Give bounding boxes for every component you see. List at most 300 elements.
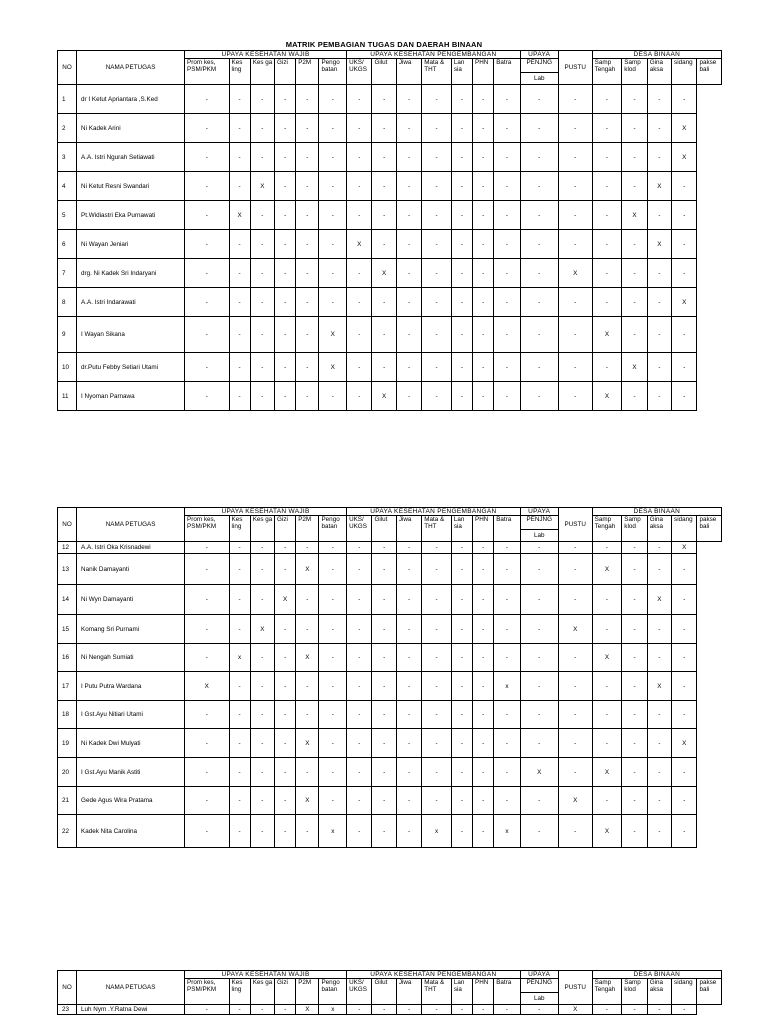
header-col: pakse bali (697, 59, 722, 85)
header-nama-petugas: NAMA PETUGAS (77, 508, 185, 542)
assignment-cell: - (396, 85, 421, 114)
assignment-cell: - (396, 317, 421, 353)
assignment-cell: X (558, 259, 592, 288)
header-col: Prom kes, PSM/PKM (185, 516, 229, 542)
assignment-cell: - (296, 172, 319, 201)
assignment-cell: - (558, 701, 592, 729)
assignment-cell: - (296, 585, 319, 615)
assignment-cell: X (558, 615, 592, 644)
assignment-cell: - (494, 701, 520, 729)
assignment-cell: - (185, 815, 229, 848)
header-col: Kes ling (229, 516, 250, 542)
header-no: NO (58, 971, 77, 1005)
staff-name: I Putu Putra Wardana (77, 672, 185, 701)
header-col: Batra (494, 516, 520, 542)
table-row (58, 787, 722, 815)
header-upaya-pengembangan: UPAYA KESEHATAN PENGEMBANGAN (347, 971, 521, 979)
assignment-cell: - (372, 1005, 396, 1015)
assignment-cell: X (296, 644, 319, 672)
assignment-cell: - (250, 644, 274, 672)
assignment-cell: - (558, 729, 592, 758)
assignment-cell: - (250, 554, 274, 585)
row-number: 16 (58, 644, 77, 672)
assignment-cell: - (275, 787, 296, 815)
page-title: MATRIK PEMBAGIAN TUGAS DAN DAERAH BINAAN (285, 40, 483, 49)
table-row (58, 644, 722, 672)
assignment-cell: - (672, 787, 697, 815)
assignment-cell: - (185, 787, 229, 815)
assignment-cell: - (647, 787, 671, 815)
assignment-cell: - (451, 201, 472, 230)
assignment-cell: X (592, 382, 622, 411)
assignment-cell: - (558, 758, 592, 787)
assignment-cell: - (229, 585, 250, 615)
table-row (58, 353, 722, 382)
row-number: 8 (58, 288, 77, 317)
assignment-cell: - (296, 230, 319, 259)
row-number: 7 (58, 259, 77, 288)
assignment-cell: - (396, 143, 421, 172)
assignment-cell: - (396, 585, 421, 615)
assignment-cell: - (647, 542, 671, 554)
assignment-cell: x (319, 815, 347, 848)
assignment-cell: - (622, 288, 647, 317)
assignment-cell: - (229, 542, 250, 554)
assignment-cell: - (520, 201, 558, 230)
assignment-cell: - (185, 259, 229, 288)
staff-name: Ni Ketut Resni Swandari (77, 172, 185, 201)
header-nama-petugas: NAMA PETUGAS (77, 971, 185, 1005)
assignment-cell: - (647, 729, 671, 758)
assignment-cell: - (396, 701, 421, 729)
assignment-cell: - (473, 672, 494, 701)
assignment-cell: - (347, 644, 372, 672)
header-col: Kes ga (250, 516, 274, 542)
assignment-table (57, 507, 722, 848)
row-number: 2 (58, 114, 77, 143)
assignment-cell: X (647, 172, 671, 201)
header-penjng: PENJNG (526, 516, 552, 523)
assignment-cell: X (296, 729, 319, 758)
row-number: 22 (58, 815, 77, 848)
assignment-cell: - (672, 172, 697, 201)
assignment-cell: - (422, 143, 452, 172)
header-pustu: PUSTU (558, 51, 592, 85)
assignment-cell: - (422, 172, 452, 201)
assignment-cell: - (672, 615, 697, 644)
assignment-cell: - (396, 353, 421, 382)
assignment-cell: - (592, 672, 622, 701)
assignment-cell: - (275, 259, 296, 288)
row-number: 4 (58, 172, 77, 201)
assignment-cell: - (229, 701, 250, 729)
assignment-cell: X (250, 172, 274, 201)
assignment-cell: - (396, 644, 421, 672)
table-row (58, 143, 722, 172)
row-number: 11 (58, 382, 77, 411)
assignment-cell: - (558, 542, 592, 554)
assignment-cell: - (319, 382, 347, 411)
assignment-cell: - (229, 143, 250, 172)
assignment-cell: - (520, 644, 558, 672)
assignment-cell: - (494, 317, 520, 353)
assignment-cell: - (229, 554, 250, 585)
assignment-cell: X (672, 114, 697, 143)
row-number: 3 (58, 143, 77, 172)
assignment-cell: - (422, 615, 452, 644)
header-col: Pengo batan (319, 979, 347, 1005)
assignment-cell: - (347, 85, 372, 114)
assignment-cell: - (347, 317, 372, 353)
assignment-cell: - (250, 787, 274, 815)
assignment-cell: - (558, 672, 592, 701)
assignment-cell: - (185, 758, 229, 787)
assignment-cell: - (250, 382, 274, 411)
header-pustu: PUSTU (558, 971, 592, 1005)
assignment-cell: - (520, 114, 558, 143)
assignment-cell: - (396, 542, 421, 554)
assignment-cell: - (229, 230, 250, 259)
assignment-cell: - (296, 758, 319, 787)
header-lab: Lab (520, 529, 558, 539)
assignment-cell: - (275, 1005, 296, 1015)
assignment-cell: X (250, 615, 274, 644)
assignment-cell: - (319, 114, 347, 143)
assignment-cell: - (558, 143, 592, 172)
assignment-cell: - (494, 729, 520, 758)
table-row (58, 758, 722, 787)
row-number: 15 (58, 615, 77, 644)
assignment-cell: - (372, 615, 396, 644)
assignment-cell: - (672, 353, 697, 382)
assignment-cell: - (672, 672, 697, 701)
assignment-cell: - (229, 815, 250, 848)
assignment-cell: - (451, 815, 472, 848)
assignment-cell: X (296, 554, 319, 585)
assignment-cell: - (473, 758, 494, 787)
assignment-cell: - (319, 787, 347, 815)
assignment-cell: X (592, 317, 622, 353)
header-col: Batra (494, 979, 520, 1005)
header-upaya-pengembangan: UPAYA KESEHATAN PENGEMBANGAN (347, 508, 521, 516)
header-col: Samp klod (622, 59, 647, 85)
assignment-cell: - (672, 585, 697, 615)
header-col: Lan sia (451, 59, 472, 85)
assignment-cell: - (622, 554, 647, 585)
assignment-cell: - (494, 382, 520, 411)
assignment-cell: - (422, 787, 452, 815)
assignment-cell: - (250, 585, 274, 615)
assignment-cell: - (229, 85, 250, 114)
header-lab: Lab (520, 72, 558, 82)
assignment-cell: - (347, 701, 372, 729)
assignment-cell: - (451, 729, 472, 758)
assignment-cell: X (558, 787, 592, 815)
assignment-cell: - (647, 382, 671, 411)
assignment-cell: - (296, 701, 319, 729)
assignment-cell: - (622, 1005, 647, 1015)
assignment-cell: - (592, 172, 622, 201)
staff-name: A.A. Istri Ngurah Setiawati (77, 143, 185, 172)
assignment-cell: - (185, 288, 229, 317)
assignment-cell: - (622, 85, 647, 114)
assignment-cell: - (647, 644, 671, 672)
header-upaya: UPAYA (520, 51, 558, 59)
header-col: Batra (494, 59, 520, 85)
assignment-cell: - (250, 259, 274, 288)
header-pustu: PUSTU (558, 508, 592, 542)
assignment-cell: - (592, 143, 622, 172)
assignment-cell: - (372, 554, 396, 585)
header-no: NO (58, 508, 77, 542)
assignment-cell: - (347, 758, 372, 787)
assignment-cell: - (520, 615, 558, 644)
assignment-cell: - (229, 615, 250, 644)
assignment-cell: - (622, 815, 647, 848)
staff-name: I Nyoman Parnawa (77, 382, 185, 411)
assignment-cell: - (185, 172, 229, 201)
assignment-cell: - (372, 787, 396, 815)
table-row (58, 172, 722, 201)
assignment-cell: - (347, 815, 372, 848)
staff-name: Pt.Widiastri Eka Purnawati (77, 201, 185, 230)
header-col: Prom kes, PSM/PKM (185, 59, 229, 85)
assignment-cell: - (520, 317, 558, 353)
assignment-cell: - (672, 85, 697, 114)
assignment-cell: - (396, 615, 421, 644)
header-col: Gizi (275, 59, 296, 85)
header-col: P2M (296, 516, 319, 542)
header-col: Samp Tengah (592, 59, 622, 85)
assignment-cell: - (185, 585, 229, 615)
assignment-cell: - (396, 672, 421, 701)
assignment-cell: - (520, 701, 558, 729)
row-number: 12 (58, 542, 77, 554)
assignment-cell: x (422, 815, 452, 848)
assignment-cell: X (185, 672, 229, 701)
assignment-cell: - (647, 288, 671, 317)
assignment-cell: X (647, 585, 671, 615)
assignment-cell: - (451, 230, 472, 259)
header-upaya-wajib: UPAYA KESEHATAN WAJIB (185, 51, 347, 59)
assignment-cell: - (647, 701, 671, 729)
assignment-cell: - (520, 585, 558, 615)
row-number: 17 (58, 672, 77, 701)
assignment-cell: - (558, 382, 592, 411)
assignment-cell: - (347, 172, 372, 201)
staff-name: Ni Kadek Dwi Mulyati (77, 729, 185, 758)
table-row (58, 585, 722, 615)
assignment-cell: X (372, 259, 396, 288)
assignment-cell: - (275, 353, 296, 382)
assignment-cell: - (422, 554, 452, 585)
assignment-cell: - (451, 1005, 472, 1015)
staff-name: Kadek Nita Carolina (77, 815, 185, 848)
assignment-cell: - (275, 672, 296, 701)
assignment-cell: - (672, 815, 697, 848)
assignment-cell: - (672, 259, 697, 288)
assignment-cell: - (422, 585, 452, 615)
assignment-cell: - (250, 815, 274, 848)
assignment-cell: - (494, 143, 520, 172)
assignment-cell: - (672, 1005, 697, 1015)
header-col: Mata & THT (422, 59, 452, 85)
assignment-cell: - (494, 644, 520, 672)
assignment-cell: X (592, 554, 622, 585)
header-col: Gina aksa (647, 979, 671, 1005)
staff-name: Ni Wayan Jeniari (77, 230, 185, 259)
assignment-cell: - (229, 382, 250, 411)
staff-name: A.A. Istri Oka Krisnadewi (77, 542, 185, 554)
assignment-cell: - (558, 288, 592, 317)
header-col: Gilut (372, 516, 396, 542)
assignment-cell: - (185, 201, 229, 230)
assignment-cell: - (422, 729, 452, 758)
assignment-cell: - (275, 615, 296, 644)
assignment-cell: - (396, 554, 421, 585)
assignment-cell: - (622, 672, 647, 701)
assignment-cell: X (592, 815, 622, 848)
assignment-cell: - (622, 259, 647, 288)
assignment-cell: - (319, 554, 347, 585)
assignment-cell: - (422, 114, 452, 143)
assignment-cell: - (319, 85, 347, 114)
assignment-cell: - (396, 172, 421, 201)
assignment-cell: - (185, 644, 229, 672)
assignment-cell: - (347, 542, 372, 554)
header-col: Gina aksa (647, 516, 671, 542)
assignment-cell: - (451, 615, 472, 644)
assignment-cell: - (647, 114, 671, 143)
assignment-cell: - (473, 172, 494, 201)
assignment-cell: - (473, 815, 494, 848)
assignment-cell: - (229, 288, 250, 317)
assignment-cell: - (672, 201, 697, 230)
assignment-cell: - (622, 729, 647, 758)
assignment-cell: - (592, 230, 622, 259)
assignment-cell: - (672, 701, 697, 729)
assignment-cell: - (473, 1005, 494, 1015)
assignment-cell: - (275, 114, 296, 143)
assignment-cell: - (319, 201, 347, 230)
assignment-cell: - (451, 353, 472, 382)
assignment-cell: - (347, 729, 372, 758)
assignment-cell: - (185, 382, 229, 411)
assignment-cell: - (396, 288, 421, 317)
assignment-table (57, 970, 722, 1015)
assignment-cell: - (494, 554, 520, 585)
assignment-cell: - (372, 201, 396, 230)
assignment-cell: - (319, 288, 347, 317)
assignment-cell: - (275, 554, 296, 585)
header-col: sidang (672, 979, 697, 1005)
assignment-cell: - (473, 382, 494, 411)
assignment-cell: - (473, 729, 494, 758)
assignment-cell: - (185, 615, 229, 644)
header-col: Pengo batan (319, 59, 347, 85)
assignment-cell: - (275, 815, 296, 848)
assignment-cell: - (185, 554, 229, 585)
assignment-cell: - (319, 644, 347, 672)
assignment-cell: - (396, 114, 421, 143)
assignment-cell: - (451, 542, 472, 554)
assignment-cell: - (396, 758, 421, 787)
assignment-cell: - (185, 353, 229, 382)
table-row (58, 288, 722, 317)
assignment-cell: X (372, 382, 396, 411)
row-number: 23 (58, 1005, 77, 1015)
assignment-cell: - (185, 317, 229, 353)
assignment-cell: - (229, 758, 250, 787)
header-upaya-wajib: UPAYA KESEHATAN WAJIB (185, 508, 347, 516)
assignment-cell: - (520, 815, 558, 848)
assignment-cell: - (451, 288, 472, 317)
assignment-cell: - (347, 1005, 372, 1015)
assignment-cell: - (275, 382, 296, 411)
assignment-cell: - (372, 542, 396, 554)
header-col: Jiwa (396, 516, 421, 542)
assignment-cell: - (592, 201, 622, 230)
assignment-cell: - (229, 672, 250, 701)
assignment-cell: - (319, 542, 347, 554)
assignment-cell: X (558, 1005, 592, 1015)
assignment-cell: - (473, 554, 494, 585)
assignment-cell: - (622, 317, 647, 353)
assignment-cell: - (422, 1005, 452, 1015)
table-row (58, 259, 722, 288)
assignment-table (57, 50, 722, 411)
assignment-cell: - (319, 701, 347, 729)
table-row (58, 815, 722, 848)
assignment-cell: - (473, 288, 494, 317)
assignment-cell: X (622, 353, 647, 382)
assignment-cell: - (494, 615, 520, 644)
assignment-cell: - (558, 317, 592, 353)
assignment-cell: - (592, 585, 622, 615)
assignment-cell: - (558, 85, 592, 114)
assignment-cell: - (296, 143, 319, 172)
assignment-cell: - (520, 259, 558, 288)
assignment-cell: - (319, 758, 347, 787)
assignment-cell: - (296, 288, 319, 317)
assignment-cell: - (622, 758, 647, 787)
assignment-cell: - (250, 1005, 274, 1015)
assignment-cell: - (372, 230, 396, 259)
assignment-cell: - (372, 85, 396, 114)
row-number: 18 (58, 701, 77, 729)
assignment-cell: X (647, 230, 671, 259)
header-col: Samp klod (622, 516, 647, 542)
header-col: sidang (672, 59, 697, 85)
header-upaya: UPAYA (520, 508, 558, 516)
assignment-cell: - (558, 554, 592, 585)
header-col: PHN (473, 59, 494, 85)
header-col: Gizi (275, 979, 296, 1005)
assignment-cell: - (520, 85, 558, 114)
assignment-cell: - (296, 317, 319, 353)
assignment-cell: - (229, 787, 250, 815)
assignment-cell: - (250, 542, 274, 554)
assignment-cell: - (185, 230, 229, 259)
assignment-cell: - (250, 353, 274, 382)
staff-name: Luh Nym .Y.Ratna Dewi (77, 1005, 185, 1015)
table-row (58, 201, 722, 230)
row-number: 1 (58, 85, 77, 114)
assignment-cell: - (647, 758, 671, 787)
assignment-cell: X (296, 1005, 319, 1015)
assignment-cell: - (558, 353, 592, 382)
assignment-cell: - (296, 85, 319, 114)
